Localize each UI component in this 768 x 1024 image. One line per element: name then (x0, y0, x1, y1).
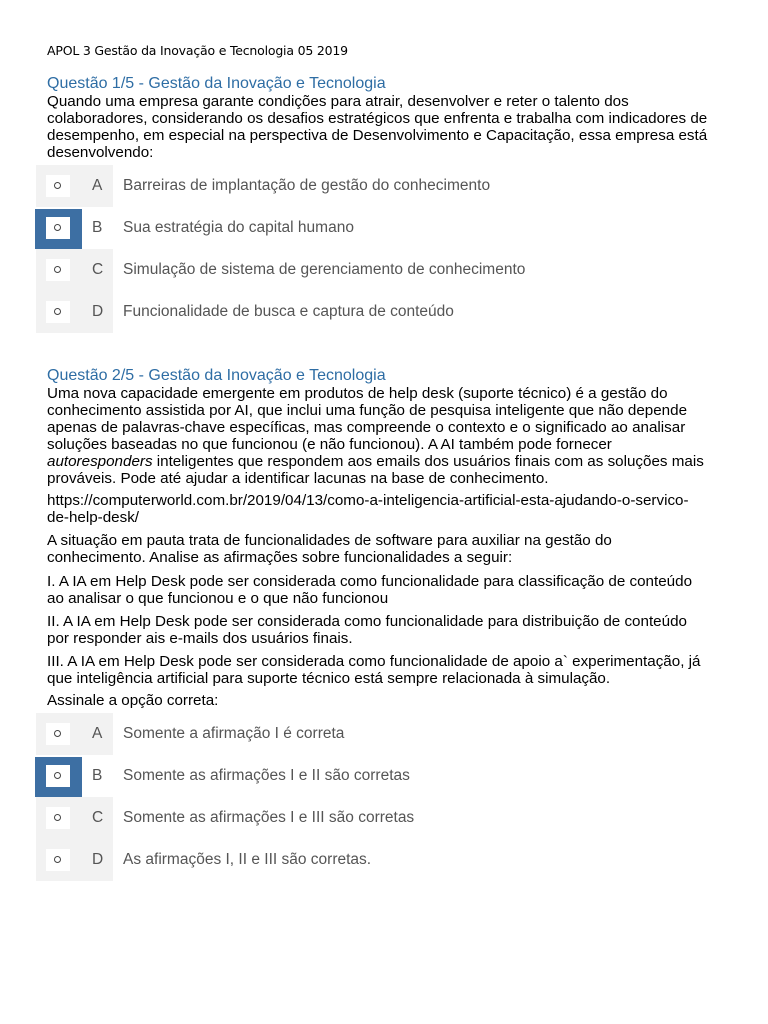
question-2-title: Questão 2/5 - Gestão da Inovação e Tecnologia (47, 367, 386, 384)
option-b[interactable] (36, 755, 722, 797)
intro-line: soluções baseadas no que funcionou (e não funcionou). A AI também pode fornecer (47, 436, 612, 453)
option-letter: D (92, 303, 104, 320)
radio-button[interactable] (54, 772, 61, 779)
statement-line: colaboradores, considerando os desafios estratégicos que enfrenta e trabalha com indicadores de (47, 110, 708, 127)
option-letter: C (92, 809, 104, 826)
situation-text (47, 532, 721, 566)
option-letter: A (92, 725, 103, 742)
statement-line: III. A IA em Help Desk pode ser considerada como funcionalidade de apoio a` experimentação, já (47, 653, 701, 670)
option-letter: A (92, 177, 103, 194)
question-2-options (36, 713, 722, 881)
option-c[interactable] (36, 797, 722, 839)
statement-line: desempenho, em especial na perspectiva de Desenvolvimento e Capacitação, essa empresa está (47, 127, 708, 144)
question-1-statement (47, 93, 721, 161)
option-a[interactable] (36, 713, 722, 755)
radio-button[interactable] (54, 224, 61, 231)
option-letter: B (92, 219, 103, 236)
document-header: APOL 3 Gestão da Inovação e Tecnologia 05 2019 (47, 43, 348, 58)
intro-line: apenas de palavras-chave específicas, mas compreende o contexto e o significado ao analisar (47, 419, 686, 436)
statement-line: II. A IA em Help Desk pode ser considerada como funcionalidade para distribuição de conteúdo (47, 613, 687, 630)
statement-line: Quando uma empresa garante condições para atrair, desenvolver e reter o talento dos (47, 93, 629, 110)
option-c[interactable] (36, 249, 722, 291)
url-line: de-help-desk/ (47, 509, 140, 526)
intro-line-rest: inteligentes que respondem aos emails dos usuários finais com as soluções mais (152, 453, 704, 470)
radio-button[interactable] (54, 856, 61, 863)
source-url (47, 492, 721, 526)
statement-ii (47, 613, 721, 647)
radio-button[interactable] (54, 266, 61, 273)
radio-button[interactable] (54, 814, 61, 821)
option-letter: C (92, 261, 104, 278)
option-text: Somente as afirmações I e II são corretas (123, 767, 410, 784)
statement-line: por responder ais e-mails dos usuários finais. (47, 630, 353, 647)
option-text: Somente as afirmações I e III são corretas (123, 809, 415, 826)
option-letter: D (92, 851, 104, 868)
option-b[interactable] (36, 207, 722, 249)
option-text: Simulação de sistema de gerenciamento de conhecimento (123, 261, 526, 278)
option-text: As afirmações I, II e III são corretas. (123, 851, 372, 868)
option-text: Somente a afirmação I é correta (123, 725, 345, 742)
statement-i (47, 573, 721, 607)
question-1-options (36, 165, 722, 333)
situation-line: conhecimento. Analise as afirmações sobre funcionalidades a seguir: (47, 549, 513, 566)
option-text: Funcionalidade de busca e captura de conteúdo (123, 303, 454, 320)
statement-iii (47, 653, 721, 687)
option-letter: B (92, 767, 103, 784)
option-text: Barreiras de implantação de gestão do conhecimento (123, 177, 491, 194)
url-line: https://computerworld.com.br/2019/04/13/como-a-inteligencia-artificial-esta-ajudando-o-servico- (47, 492, 689, 509)
question-1-title: Questão 1/5 - Gestão da Inovação e Tecnologia (47, 75, 386, 92)
intro-line: conhecimento assistida por AI, que inclui uma função de pesquisa inteligente que não depende (47, 402, 688, 419)
answer-prompt: Assinale a opção correta: (47, 692, 219, 709)
statement-line: I. A IA em Help Desk pode ser considerada como funcionalidade para classificação de conteúdo (47, 573, 693, 590)
intro-line: prováveis. Pode até ajudar a identificar lacunas na base de conhecimento. (47, 470, 549, 487)
option-a[interactable] (36, 165, 722, 207)
radio-button[interactable] (54, 182, 61, 189)
italic-term: autoresponders (47, 453, 153, 470)
intro-line (47, 453, 721, 470)
statement-line: desenvolvendo: (47, 144, 154, 161)
intro-line: Uma nova capacidade emergente em produtos de help desk (suporte técnico) é a gestão do (47, 385, 668, 402)
radio-button[interactable] (54, 308, 61, 315)
radio-button[interactable] (54, 730, 61, 737)
option-d[interactable] (36, 839, 722, 881)
question-2-intro (47, 385, 721, 487)
option-d[interactable] (36, 291, 722, 333)
statement-line: que inteligência artificial para suporte técnico está sempre relacionada à simulação. (47, 670, 611, 687)
statement-line: ao analisar o que funcionou e o que não funcionou (47, 590, 389, 607)
option-text: Sua estratégia do capital humano (123, 219, 354, 236)
situation-line: A situação em pauta trata de funcionalidades de software para auxiliar na gestão do (47, 532, 612, 549)
